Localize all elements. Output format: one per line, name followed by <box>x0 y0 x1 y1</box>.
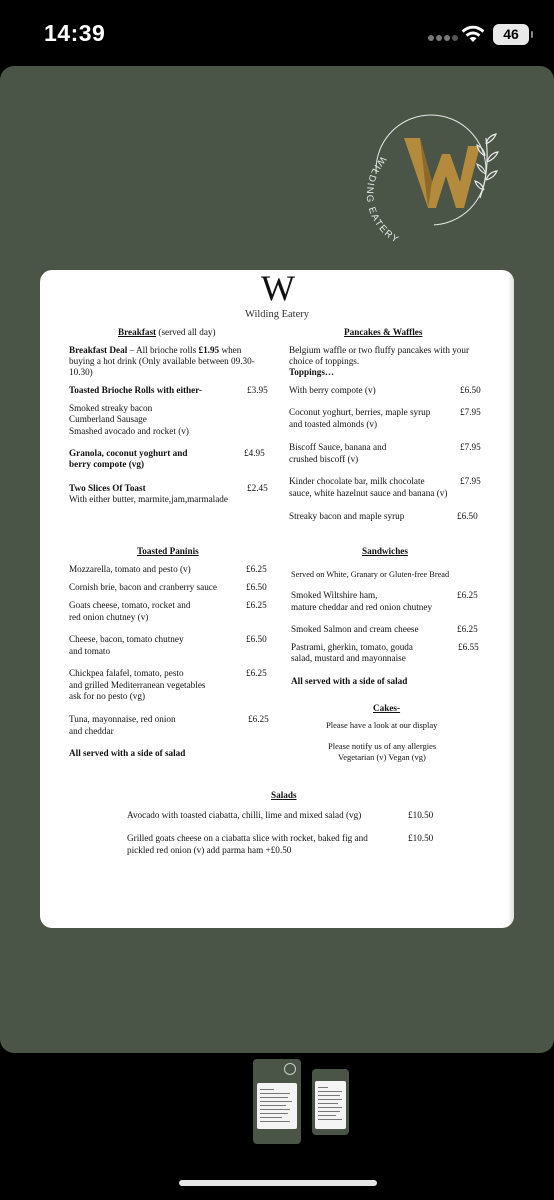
menu-item-name: Smoked Salmon and cream cheese <box>291 624 419 634</box>
menu-item-name: Pastrami, gherkin, tomato, gouda <box>291 642 413 652</box>
menu-item-name: berry compote (vg) <box>69 459 145 469</box>
restaurant-name: Wilding Eatery <box>244 309 309 320</box>
sandwiches-heading: Sandwiches <box>362 546 408 556</box>
sandwiches-intro: Served on White, Granary or Gluten-free Bread <box>291 570 450 579</box>
thumbnail-page-1[interactable] <box>253 1059 301 1144</box>
page-thumbnail-strip <box>0 1053 554 1200</box>
menu-item-name: Mozzarella, tomato and pesto (v) <box>69 564 191 574</box>
status-bar <box>0 0 554 66</box>
menu-item-desc: With either butter, marmite,jam,marmalade <box>69 494 228 504</box>
menu-item-name: Avocado with toasted ciabatta, chilli, lime and mixed salad (vg) <box>127 810 362 820</box>
menu-item-price: £7.95 <box>460 476 481 486</box>
menu-item-name: Chickpea falafel, tomato, pesto <box>69 668 184 678</box>
pancakes-heading: Pancakes & Waffles <box>344 327 423 337</box>
menu-option: Smashed avocado and rocket (v) <box>69 426 189 436</box>
menu-item-name: Goats cheese, tomato, rocket and <box>69 600 191 610</box>
allergy-note: Please notify us of any allergies <box>328 741 437 751</box>
menu-option: Cumberland Sausage <box>69 414 147 424</box>
menu-item-price: £6.25 <box>246 600 267 610</box>
menu-item-price: £7.95 <box>460 407 481 417</box>
menu-item-name: Two Slices Of Toast <box>69 483 146 493</box>
menu-item-name: and cheddar <box>69 726 114 736</box>
battery-indicator: 46 <box>493 24 529 45</box>
menu-item-price: £6.50 <box>457 511 478 521</box>
pancakes-intro: choice of toppings. <box>289 356 360 366</box>
menu-item-name: Cheese, bacon, tomato chutney <box>69 634 184 644</box>
menu-item-name: crushed biscoff (v) <box>289 454 359 464</box>
menu-item-price: £6.25 <box>457 624 478 634</box>
menu-item-price: £6.50 <box>246 634 267 644</box>
menu-item-name: pickled red onion (v) add parma ham +£0.50 <box>127 845 292 855</box>
cakes-heading: Cakes- <box>373 703 401 713</box>
menu-item-price: £3.95 <box>247 385 268 395</box>
paninis-heading: Toasted Paninis <box>137 546 199 556</box>
menu-item-name: Coconut yoghurt, berries, maple syrup <box>289 407 431 417</box>
breakfast-deal-line: buying a hot drink (Only available between 09.30- <box>69 356 255 366</box>
breakfast-deal: Breakfast Deal – All brioche rolls £1.95 when <box>69 345 242 355</box>
menu-item-name: mature cheddar and red onion chutney <box>291 602 433 612</box>
toppings-label: Toppings… <box>289 367 335 377</box>
menu-item-name: Cornish brie, bacon and cranberry sauce <box>69 582 217 592</box>
menu-item-name: and grilled Mediterranean vegetables <box>69 680 206 690</box>
menu-item-price: £7.95 <box>460 442 481 452</box>
thumbnail-logo-icon <box>284 1063 296 1075</box>
cakes-note: Please have a look at our display <box>326 720 438 730</box>
menu-item-price: £6.25 <box>248 714 269 724</box>
menu-item-name: and toasted almonds (v) <box>289 419 378 429</box>
menu-item-name: and tomato <box>69 646 111 656</box>
sandwiches-footer: All served with a side of salad <box>291 676 408 686</box>
menu-item-name: Smoked Wiltshire ham, <box>291 590 378 600</box>
menu-item-name: Grilled goats cheese on a ciabatta slice with rocket, baked fig and <box>127 833 368 843</box>
menu-item-name: Biscoff Sauce, banana and <box>289 442 387 452</box>
menu-item-price: £6.25 <box>246 668 267 678</box>
menu-item-name: Tuna, mayonnaise, red onion <box>69 714 176 724</box>
menu-item-name: sauce, white hazelnut sauce and banana (v) <box>289 488 448 498</box>
menu-item-name: red onion chutney (v) <box>69 612 149 622</box>
document-viewer[interactable] <box>0 66 554 1053</box>
menu-item-name: Streaky bacon and maple syrup <box>289 511 405 521</box>
menu-item-price: £10.50 <box>408 810 434 820</box>
home-indicator[interactable] <box>179 1180 377 1186</box>
wifi-icon <box>460 24 486 44</box>
salads-heading: Salads <box>271 790 297 800</box>
menu-item-name: ask for no pesto (vg) <box>69 691 146 701</box>
paninis-footer: All served with a side of salad <box>69 748 186 758</box>
menu-item-price: £10.50 <box>408 833 434 843</box>
brand-logo <box>362 104 500 242</box>
breakfast-deal-line: 10.30) <box>69 367 93 377</box>
menu-item-price: £6.50 <box>246 582 267 592</box>
monogram-logo <box>260 270 296 304</box>
menu-item-price: £2.45 <box>247 483 268 493</box>
menu-item-name: With berry compote (v) <box>289 385 376 395</box>
menu-item-price: £6.25 <box>457 590 478 600</box>
menu-item-price: £6.55 <box>458 642 479 652</box>
menu-item-price: £4.95 <box>244 448 265 458</box>
menu-item-name: Granola, coconut yoghurt and <box>69 448 188 458</box>
thumbnail-page-2[interactable] <box>312 1069 349 1135</box>
svg-text:WILDING EATERY: WILDING EATERY <box>363 153 402 242</box>
menu-item-price: £6.25 <box>246 564 267 574</box>
breakfast-heading: Breakfast (served all day) <box>118 327 216 337</box>
clock: 14:39 <box>44 20 106 46</box>
svg-text:W: W <box>261 270 295 304</box>
menu-page <box>40 270 514 928</box>
pancakes-intro: Belgium waffle or two fluffy pancakes with your <box>289 345 470 355</box>
menu-item-name: salad, mustard and mayonnaise <box>291 653 406 663</box>
menu-item-name: Kinder chocolate bar, milk chocolate <box>289 476 425 486</box>
diet-key: Vegetarian (v) Vegan (vg) <box>338 752 426 762</box>
menu-item-name: Toasted Brioche Rolls with either- <box>69 385 203 395</box>
menu-item-price: £6.50 <box>460 385 481 395</box>
menu-option: Smoked streaky bacon <box>69 403 153 413</box>
cellular-signal-icon <box>428 35 456 43</box>
